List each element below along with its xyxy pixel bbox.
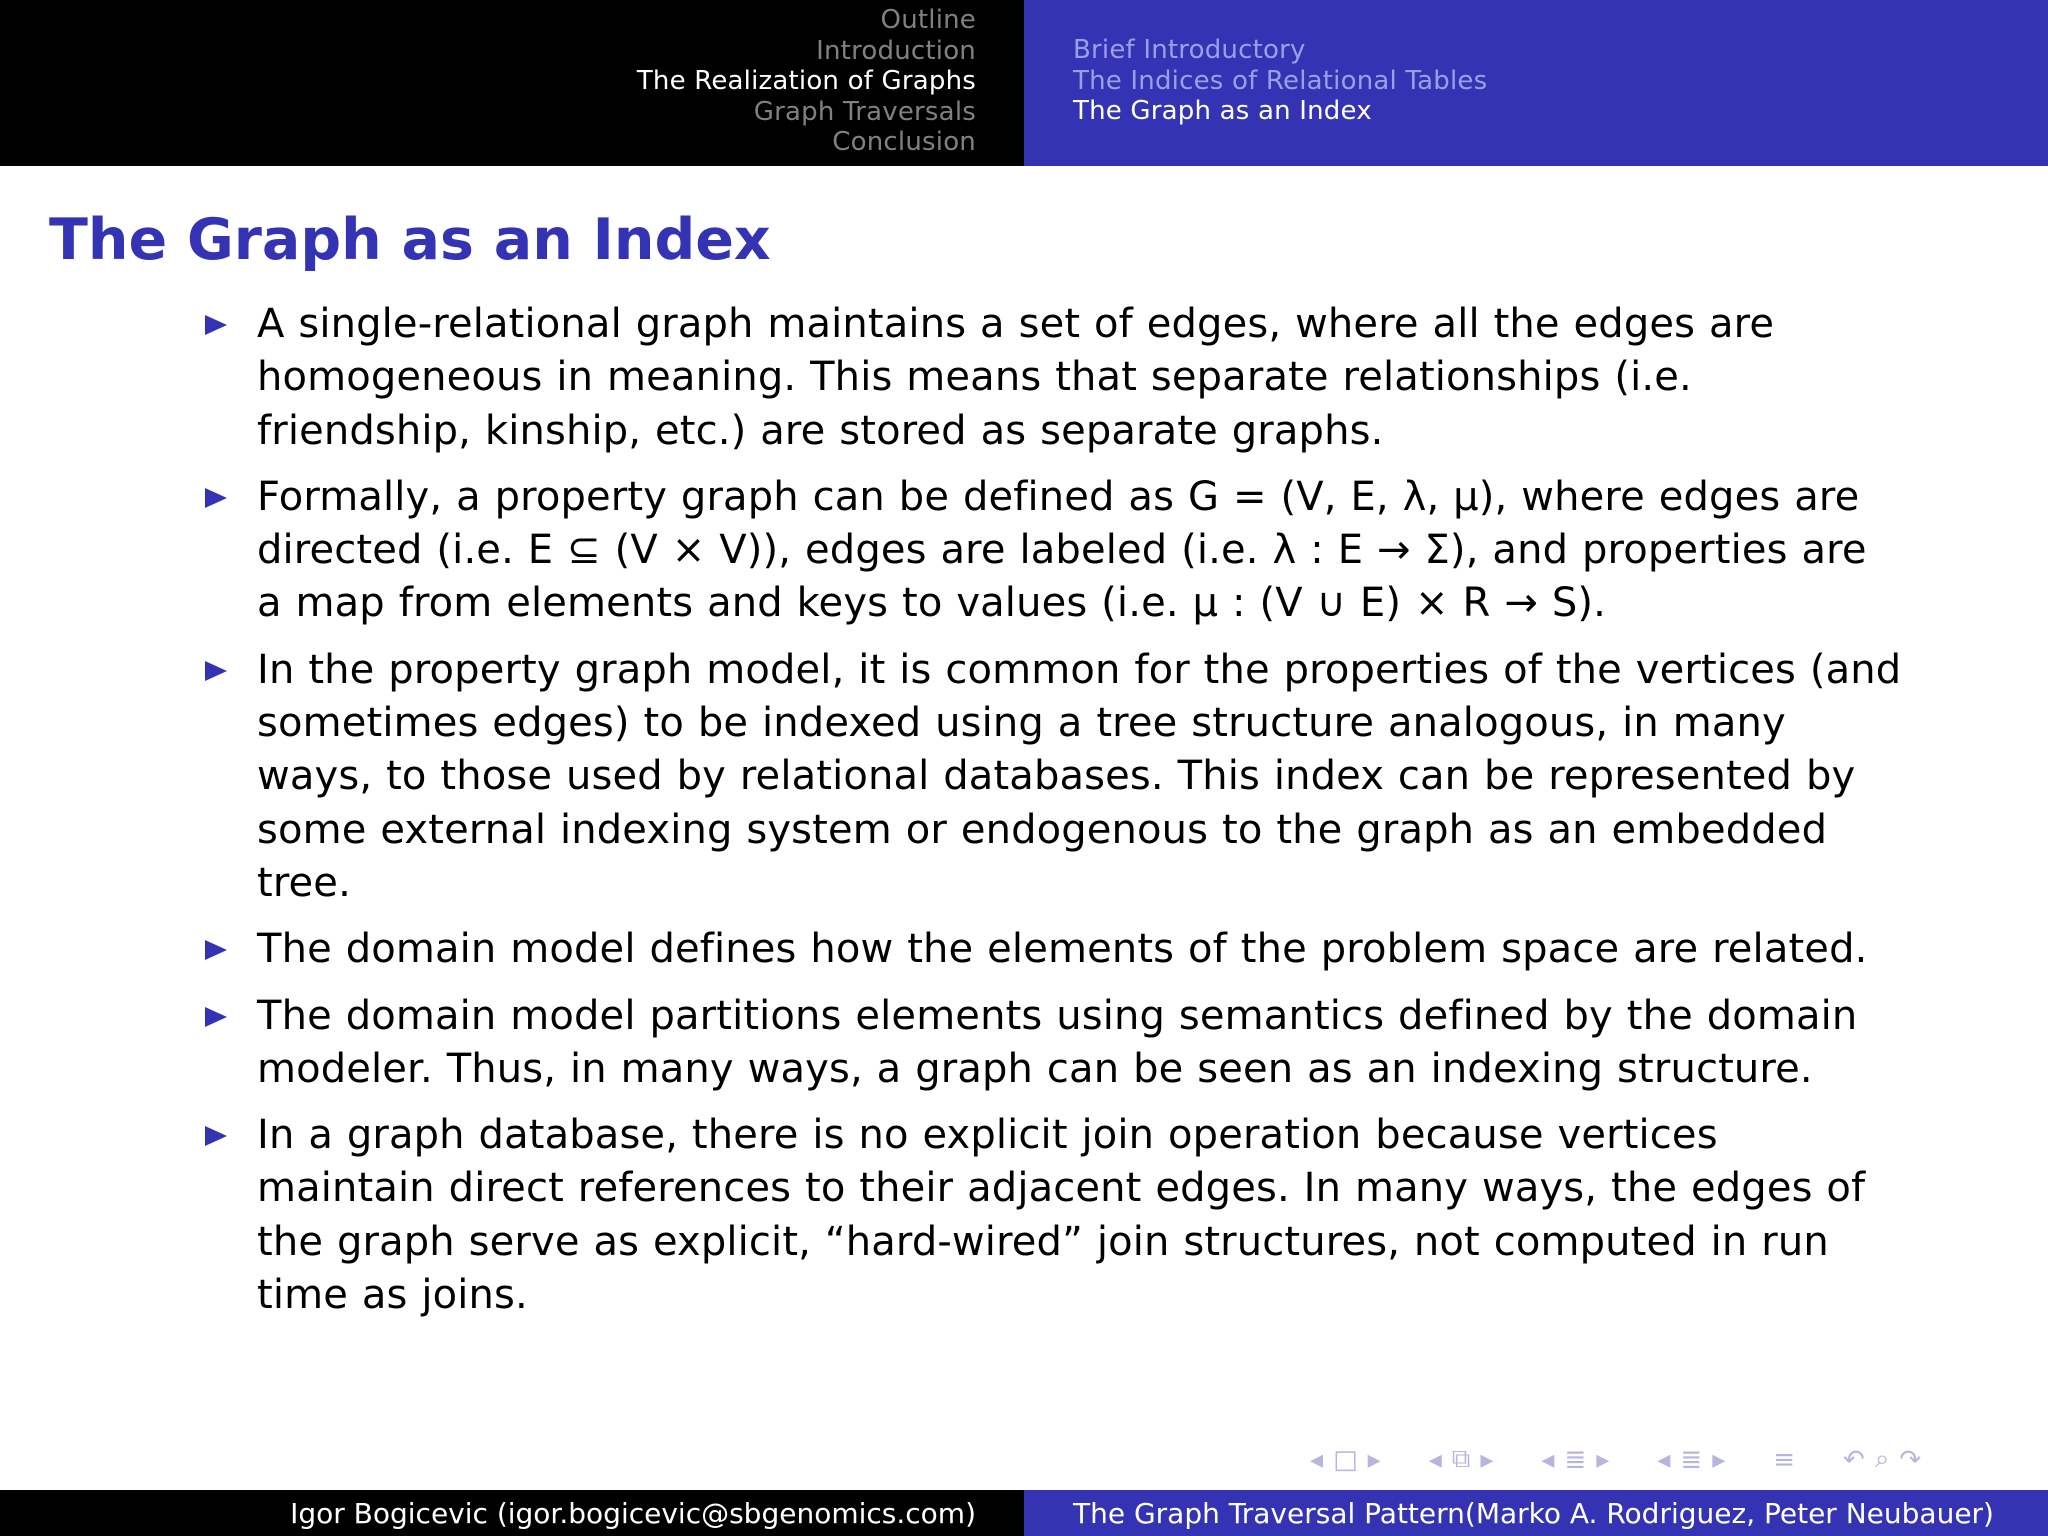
nav-subsection-graph-as-index[interactable]: The Graph as an Index: [1073, 96, 1372, 126]
bullet-text: In a graph database, there is no explicit join operation because vertices maintain direct references to their adjacent edges. In many ways, the edges of the graph serve as explicit, “hard-wired” join structures, not computed in run time as joins.: [257, 1112, 1866, 1319]
subsection-icon[interactable]: ≣: [1564, 1444, 1587, 1475]
prev-slide-arrow-icon[interactable]: ◂: [1310, 1444, 1324, 1475]
forward-icon[interactable]: ↷: [1899, 1444, 1922, 1475]
header-navigation: [0, 0, 2048, 166]
next-section-arrow-icon[interactable]: ▸: [1712, 1444, 1726, 1475]
triangle-bullet-icon: [205, 661, 227, 681]
nav-subsection-brief-introductory[interactable]: Brief Introductory: [1073, 35, 1306, 65]
nav-section-outline[interactable]: Outline: [880, 5, 976, 35]
triangle-bullet-icon: [205, 1126, 227, 1146]
back-icon[interactable]: ↶: [1843, 1444, 1865, 1475]
next-subsection-arrow-icon[interactable]: ▸: [1596, 1444, 1610, 1475]
frame-title: The Graph as an Index: [49, 207, 771, 273]
bullet-text: The domain model partitions elements using semantics defined by the domain modeler. Thus, in many ways, a graph can be seen as an indexing structure.: [257, 992, 1858, 1092]
bullet-item: [205, 990, 1905, 1097]
nav-section-realization-of-graphs[interactable]: The Realization of Graphs: [636, 66, 976, 96]
section-icon[interactable]: ≣: [1680, 1444, 1703, 1475]
slide-icon[interactable]: □: [1333, 1444, 1358, 1475]
nav-section-graph-traversals[interactable]: Graph Traversals: [753, 96, 976, 127]
next-frame-arrow-icon[interactable]: ▸: [1480, 1444, 1494, 1475]
prev-section-arrow-icon[interactable]: ◂: [1657, 1444, 1671, 1475]
bullet-text: A single-relational graph maintains a set of edges, where all the edges are homogeneous in meaning. This means that separate relationships (i.e. friendship, kinship, etc.) are stored as separate graphs.: [257, 301, 1775, 454]
bullet-item: [205, 298, 1905, 458]
prev-subsection-arrow-icon[interactable]: ◂: [1541, 1444, 1555, 1475]
triangle-bullet-icon: [205, 940, 227, 960]
bullet-text: The domain model defines how the elements of the problem space are related.: [257, 926, 1868, 973]
beamer-navigation-symbols: [1310, 1444, 1921, 1475]
bullet-text: Formally, a property graph can be defined as G = (V, E, λ, μ), where edges are directed (i.e. E ⊆ (V × V)), edges are labeled (i.e. λ : E → Σ), and properties are a map from elements and keys to values (i.e. μ : (V ∪ E) × R → S).: [257, 473, 1867, 627]
prev-frame-arrow-icon[interactable]: ◂: [1428, 1444, 1442, 1475]
search-icon[interactable]: ⌕: [1874, 1444, 1890, 1474]
nav-section-conclusion[interactable]: Conclusion: [832, 127, 976, 157]
bullet-list: [205, 298, 1905, 1335]
frame-icon[interactable]: ⧉: [1451, 1444, 1471, 1474]
nav-subsection-indices-relational-tables[interactable]: The Indices of Relational Tables: [1073, 65, 1488, 96]
bullet-item: [205, 1109, 1905, 1322]
nav-section-introduction[interactable]: Introduction: [816, 35, 976, 66]
bullet-item: [205, 923, 1905, 976]
bullet-item: [205, 471, 1905, 631]
document-icon[interactable]: ≡: [1773, 1444, 1796, 1475]
triangle-bullet-icon: [205, 1007, 227, 1027]
bullet-item: [205, 644, 1905, 910]
footer-author: Igor Bogicevic (igor.bogicevic@sbgenomics.com): [0, 1490, 1024, 1536]
triangle-bullet-icon: [205, 488, 227, 508]
bullet-text: In the property graph model, it is common for the properties of the vertices (and sometimes edges) to be indexed using a tree structure analogous, in many ways, to those used by relational databases. This index can be represented by some external indexing system or endogenous to the graph as an embedded tree.: [257, 646, 1902, 906]
footer: [0, 1490, 2048, 1536]
next-slide-arrow-icon[interactable]: ▸: [1367, 1444, 1381, 1475]
subsection-navigation: [1024, 0, 2048, 166]
footer-talk-title: The Graph Traversal Pattern(Marko A. Rodriguez, Peter Neubauer): [1024, 1490, 2048, 1536]
section-navigation: [0, 0, 1024, 166]
triangle-bullet-icon: [205, 315, 227, 335]
